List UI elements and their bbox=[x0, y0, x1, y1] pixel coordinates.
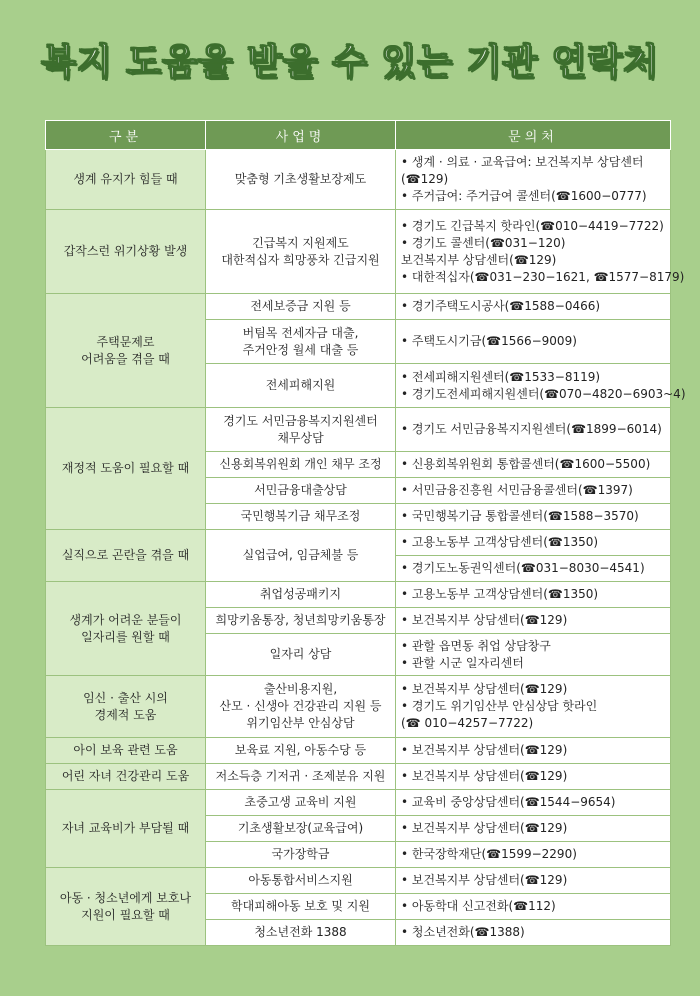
program-cell-line: 버팀목 전세자금 대출, bbox=[242, 325, 359, 340]
page-title: 복지 도움을 받을 수 있는 기관 연락처 bbox=[41, 42, 659, 83]
program-cell bbox=[206, 676, 396, 738]
contact-cell-line: • 보건복지부 상담센터(☎129) bbox=[401, 769, 568, 783]
contact-cell bbox=[396, 816, 671, 842]
category-cell-line: 어린 자녀 건강관리 도움 bbox=[61, 769, 190, 783]
table-row bbox=[46, 764, 671, 790]
category-cell-line: 임신 · 출산 시의 bbox=[83, 690, 168, 705]
header-program: 사업명 bbox=[206, 121, 396, 150]
contact-table bbox=[45, 120, 686, 946]
contact-cell bbox=[396, 478, 671, 504]
contact-cell bbox=[396, 150, 671, 210]
contact-cell bbox=[396, 320, 671, 364]
program-cell-line: 국민행복기금 채무조정 bbox=[240, 509, 361, 523]
category-cell-line: 생계 유지가 힘들 때 bbox=[73, 172, 178, 186]
contact-cell bbox=[396, 894, 671, 920]
program-cell-line: 위기임산부 안심상담 bbox=[246, 716, 355, 730]
table-body bbox=[46, 150, 686, 946]
contact-cell bbox=[396, 764, 671, 790]
table-row bbox=[46, 408, 671, 452]
contact-cell bbox=[396, 504, 671, 530]
program-cell bbox=[206, 634, 396, 676]
contact-cell-line: • 대한적십자(☎031−230−1621, ☎1577−8179) bbox=[401, 269, 685, 284]
contact-cell-line: 보건복지부 상담센터(☎129) bbox=[401, 252, 557, 267]
category-cell-line: 재정적 도움이 필요할 때 bbox=[61, 461, 190, 475]
program-cell-line: 실업급여, 임금체불 등 bbox=[242, 548, 359, 562]
program-cell-line: 신용회복위원회 개인 채무 조정 bbox=[219, 457, 382, 471]
contact-cell-line: • 생계 · 의료 · 교육급여: 보건복지부 상담센터 bbox=[401, 155, 644, 169]
contact-cell-line: • 경기도 긴급복지 핫라인(☎010−4419−7722) bbox=[401, 218, 664, 233]
table-header-row bbox=[46, 121, 671, 150]
contact-cell bbox=[396, 920, 671, 946]
category-cell-line: 주택문제로 bbox=[96, 334, 155, 349]
program-cell bbox=[206, 608, 396, 634]
category-cell bbox=[46, 582, 206, 676]
contact-cell-line: (☎ 010−4257−7722) bbox=[401, 716, 534, 730]
contact-cell bbox=[396, 530, 671, 556]
category-cell-line: 경제적 도움 bbox=[94, 707, 157, 722]
category-cell bbox=[46, 764, 206, 790]
category-cell bbox=[46, 738, 206, 764]
program-cell bbox=[206, 842, 396, 868]
program-cell-line: 초중고생 교육비 지원 bbox=[244, 795, 357, 809]
program-cell-line: 일자리 상담 bbox=[269, 647, 332, 661]
contact-cell-line: • 경기도노동권익센터(☎031−8030−4541) bbox=[401, 561, 645, 575]
program-cell-line: 전세피해지원 bbox=[265, 378, 336, 392]
contact-cell-line: • 서민금융진흥원 서민금융콜센터(☎1397) bbox=[401, 483, 633, 497]
contact-cell bbox=[396, 608, 671, 634]
program-cell-line: 대한적십자 희망풍차 긴급지원 bbox=[221, 252, 380, 267]
program-cell-line: 주거안정 월세 대출 등 bbox=[242, 342, 359, 357]
program-cell bbox=[206, 582, 396, 608]
contact-cell bbox=[396, 210, 685, 294]
contact-cell-line: • 전세피해지원센터(☎1533−8119) bbox=[401, 369, 601, 384]
table-row bbox=[46, 868, 671, 894]
header-contact: 문의처 bbox=[396, 121, 671, 150]
program-cell bbox=[206, 150, 396, 210]
table-row bbox=[46, 790, 671, 816]
contact-cell-line: • 관할 읍면동 취업 상담창구 bbox=[401, 638, 551, 653]
table-row bbox=[46, 738, 671, 764]
program-cell-line: 맞춤형 기초생활보장제도 bbox=[234, 172, 367, 186]
contact-cell-line: • 경기도 위기임산부 안심상담 핫라인 bbox=[401, 699, 598, 713]
contact-cell-line: (☎129) bbox=[401, 172, 449, 186]
program-cell bbox=[206, 210, 396, 294]
contact-cell-line: • 청소년전화(☎1388) bbox=[401, 925, 525, 939]
contact-cell-line: • 아동학대 신고전화(☎112) bbox=[401, 899, 556, 913]
category-cell-line: 생계가 어려운 분들이 bbox=[69, 612, 182, 627]
program-cell bbox=[206, 408, 396, 452]
table-row bbox=[46, 150, 671, 210]
table-row bbox=[46, 530, 671, 556]
program-cell bbox=[206, 920, 396, 946]
contact-cell-line: • 보건복지부 상담센터(☎129) bbox=[401, 821, 568, 835]
program-cell-line: 보육료 지원, 아동수당 등 bbox=[234, 743, 367, 757]
contact-cell-line: • 경기주택도시공사(☎1588−0466) bbox=[401, 299, 601, 313]
category-cell-line: 자녀 교육비가 부담될 때 bbox=[61, 821, 190, 835]
contact-cell bbox=[396, 634, 671, 676]
program-cell bbox=[206, 790, 396, 816]
contact-cell-line: • 보건복지부 상담센터(☎129) bbox=[401, 743, 568, 757]
program-cell-line: 출산비용지원, bbox=[263, 682, 338, 696]
program-cell-line: 희망키움통장, 청년희망키움통장 bbox=[215, 613, 386, 627]
contact-cell-line: • 주택도시기금(☎1566−9009) bbox=[401, 334, 577, 348]
program-cell bbox=[206, 294, 396, 320]
category-cell-line: 아동 · 청소년에게 보호나 bbox=[59, 890, 192, 905]
category-cell bbox=[46, 868, 206, 946]
program-cell-line: 경기도 서민금융복지지원센터 bbox=[223, 413, 378, 428]
contact-cell-line: • 경기도 서민금융복지지원센터(☎1899−6014) bbox=[401, 422, 662, 436]
contact-cell-line: • 관할 시군 일자리센터 bbox=[401, 655, 524, 670]
program-cell-line: 긴급복지 지원제도 bbox=[252, 235, 349, 250]
header-category: 구분 bbox=[46, 121, 206, 150]
contact-cell bbox=[396, 364, 686, 408]
contact-table-container bbox=[45, 120, 686, 946]
program-cell-line: 채무상담 bbox=[277, 430, 324, 445]
program-cell-line: 서민금융대출상담 bbox=[254, 483, 347, 497]
program-cell-line: 취업성공패키지 bbox=[259, 587, 342, 601]
contact-cell-line: • 보건복지부 상담센터(☎129) bbox=[401, 613, 568, 627]
contact-cell bbox=[396, 868, 671, 894]
contact-cell bbox=[396, 790, 671, 816]
program-cell bbox=[206, 452, 396, 478]
contact-cell bbox=[396, 582, 671, 608]
contact-cell bbox=[396, 294, 671, 320]
program-cell-line: 학대피해아동 보호 및 지원 bbox=[231, 899, 370, 913]
contact-cell bbox=[396, 842, 671, 868]
contact-cell-line: • 경기도 콜센터(☎031−120) bbox=[401, 235, 566, 250]
category-cell-line: 지원이 필요할 때 bbox=[81, 907, 170, 922]
contact-cell-line: • 경기도전세피해지원센터(☎070−4820−6903~4) bbox=[401, 386, 686, 401]
category-cell bbox=[46, 676, 206, 738]
program-cell bbox=[206, 894, 396, 920]
program-cell bbox=[206, 816, 396, 842]
category-cell bbox=[46, 294, 206, 408]
program-cell bbox=[206, 764, 396, 790]
program-cell bbox=[206, 738, 396, 764]
program-cell-line: 전세보증금 지원 등 bbox=[250, 299, 351, 313]
contact-cell bbox=[396, 738, 671, 764]
contact-cell-line: • 한국장학재단(☎1599−2290) bbox=[401, 847, 577, 861]
category-cell-line: 일자리를 원할 때 bbox=[81, 629, 170, 644]
program-cell bbox=[206, 504, 396, 530]
program-cell bbox=[206, 530, 396, 582]
program-cell-line: 국가장학금 bbox=[271, 847, 330, 861]
contact-cell bbox=[396, 408, 671, 452]
program-cell-line: 저소득층 기저귀 · 조제분유 지원 bbox=[215, 769, 386, 783]
program-cell-line: 산모 · 신생아 건강관리 지원 등 bbox=[219, 699, 382, 713]
program-cell bbox=[206, 364, 396, 408]
program-cell-line: 청소년전화 1388 bbox=[254, 925, 347, 939]
program-cell-line: 기초생활보장(교육급여) bbox=[237, 821, 364, 835]
category-cell-line: 갑작스런 위기상황 발생 bbox=[63, 244, 188, 258]
contact-cell-line: • 보건복지부 상담센터(☎129) bbox=[401, 873, 568, 887]
category-cell bbox=[46, 530, 206, 582]
table-row bbox=[46, 294, 671, 320]
contact-cell-line: • 교육비 중앙상담센터(☎1544−9654) bbox=[401, 795, 616, 809]
program-cell-line: 아동통합서비스지원 bbox=[248, 873, 353, 887]
contact-cell-line: • 신용회복위원회 통합콜센터(☎1600−5500) bbox=[401, 457, 651, 471]
category-cell-line: 아이 보육 관련 도움 bbox=[73, 743, 178, 757]
contact-cell bbox=[396, 676, 671, 738]
category-cell-line: 어려움을 겪을 때 bbox=[81, 351, 170, 366]
program-cell bbox=[206, 868, 396, 894]
contact-cell-line: • 고용노동부 고객상담센터(☎1350) bbox=[401, 535, 599, 549]
category-cell bbox=[46, 210, 206, 294]
contact-cell bbox=[396, 452, 671, 478]
table-row bbox=[46, 582, 671, 608]
table-row bbox=[46, 676, 671, 738]
program-cell bbox=[206, 478, 396, 504]
contact-cell-line: • 고용노동부 고객상담센터(☎1350) bbox=[401, 587, 599, 601]
category-cell bbox=[46, 790, 206, 868]
category-cell bbox=[46, 150, 206, 210]
table-row bbox=[46, 210, 671, 294]
contact-cell bbox=[396, 556, 671, 582]
contact-cell-line: • 주거급여: 주거급여 콜센터(☎1600−0777) bbox=[401, 189, 647, 203]
contact-cell-line: • 국민행복기금 통합콜센터(☎1588−3570) bbox=[401, 509, 639, 523]
program-cell bbox=[206, 320, 396, 364]
category-cell-line: 실직으로 곤란을 겪을 때 bbox=[61, 548, 190, 562]
contact-cell-line: • 보건복지부 상담센터(☎129) bbox=[401, 682, 568, 696]
category-cell bbox=[46, 408, 206, 530]
